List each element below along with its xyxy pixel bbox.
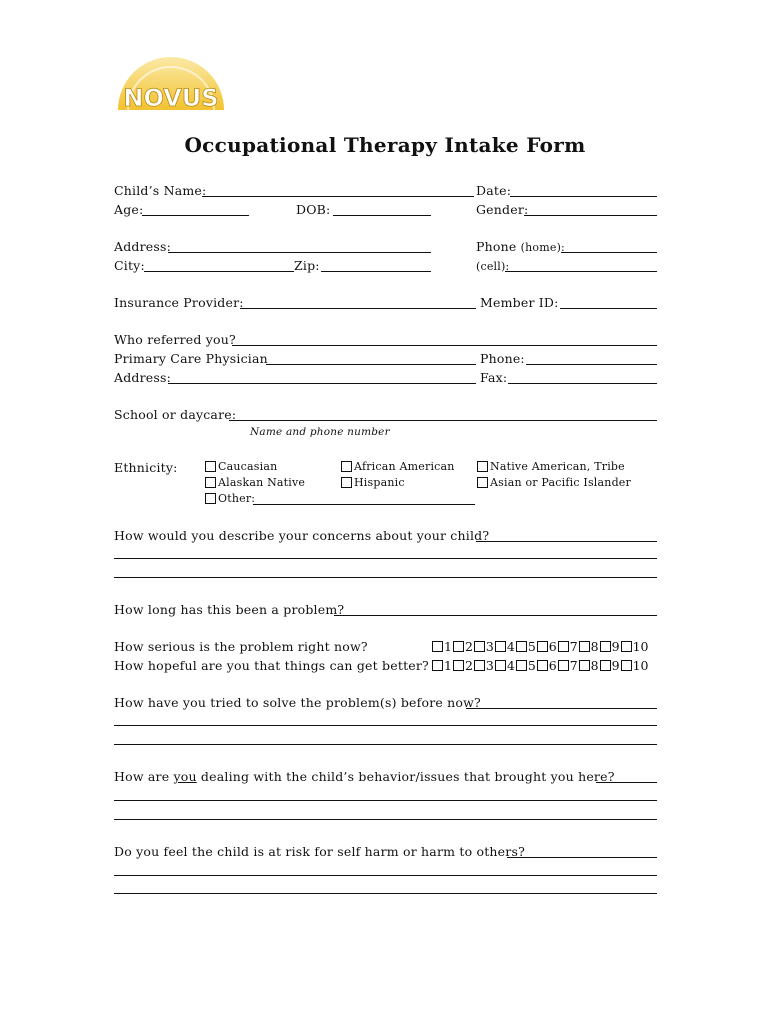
school-field[interactable] [229,407,657,421]
insurance-label: Insurance Provider: [114,295,244,310]
duration-field[interactable] [334,602,657,616]
option-alaskan-native: Alaskan Native [218,476,306,489]
concerns-line-3[interactable] [114,577,657,578]
hopefulness-checkbox-10[interactable] [621,660,632,671]
option-hispanic: Hispanic [354,476,405,489]
seriousness-option-3: 3 [485,638,494,654]
hopefulness-option-4: 4 [506,657,515,673]
novus-logo [110,44,232,114]
cell-label: (cell): [476,260,510,273]
checkbox-caucasian[interactable] [205,461,216,472]
phone-home-label: Phone (home): [476,239,565,254]
school-note: Name and phone number [250,426,390,438]
hopefulness-option-8: 8 [590,657,599,673]
dob-field[interactable] [333,202,431,216]
age-label: Age: [114,202,144,217]
date-label: Date: [476,183,512,198]
page-title: Occupational Therapy Intake Form [184,133,586,157]
member-id-label: Member ID: [480,295,559,310]
checkbox-alaskan-native[interactable] [205,477,216,488]
option-other: Other: [218,492,256,505]
dob-label: DOB: [296,202,331,217]
phone-home-field[interactable] [561,239,657,253]
hopefulness-option-5: 5 [527,657,536,673]
hopefulness-option-2: 2 [464,657,473,673]
option-caucasian: Caucasian [218,460,278,473]
address-label: Address: [114,239,172,254]
referred-label: Who referred you? [114,332,236,347]
hopefulness-checkbox-3[interactable] [474,660,485,671]
seriousness-option-4: 4 [506,638,515,654]
child-name-label: Child’s Name: [114,183,207,198]
seriousness-option-5: 5 [527,638,536,654]
cell-field[interactable] [505,258,657,272]
checkbox-hispanic[interactable] [341,477,352,488]
question-seriousness: How serious is the problem right now? [114,639,368,654]
hopefulness-option-10: 10 [632,657,649,673]
seriousness-checkbox-5[interactable] [516,641,527,652]
risk-line-3[interactable] [114,893,657,894]
gender-field[interactable] [524,202,657,216]
ethnicity-label: Ethnicity: [114,460,178,475]
hopefulness-option-9: 9 [611,657,620,673]
physician-address-label: Address: [114,370,172,385]
seriousness-checkbox-10[interactable] [621,641,632,652]
seriousness-option-9: 9 [611,638,620,654]
seriousness-checkbox-4[interactable] [495,641,506,652]
seriousness-option-1: 1 [444,638,452,654]
hopefulness-checkbox-4[interactable] [495,660,506,671]
child-name-field[interactable] [202,183,474,197]
hopefulness-checkbox-6[interactable] [537,660,548,671]
option-asian-pacific: Asian or Pacific Islander [490,476,631,489]
checkbox-other[interactable] [205,493,216,504]
prior-attempts-line-3[interactable] [114,744,657,745]
concerns-line-2[interactable] [114,558,657,559]
physician-label: Primary Care Physician [114,351,268,366]
fax-label: Fax: [480,370,508,385]
seriousness-checkbox-6[interactable] [537,641,548,652]
question-risk: Do you feel the child is at risk for self harm or harm to others? [114,844,525,859]
coping-line-2[interactable] [114,800,657,801]
prior-attempts-line-2[interactable] [114,725,657,726]
hopefulness-option-3: 3 [485,657,494,673]
physician-phone-label: Phone: [480,351,525,366]
hopefulness-checkbox-5[interactable] [516,660,527,671]
hopefulness-checkbox-7[interactable] [558,660,569,671]
insurance-field[interactable] [240,295,476,309]
risk-field[interactable] [507,844,657,858]
option-african-american: African American [354,460,455,473]
city-field[interactable] [144,258,294,272]
referred-field[interactable] [232,332,657,346]
member-id-field[interactable] [560,295,657,309]
seriousness-option-8: 8 [590,638,599,654]
address-field[interactable] [168,239,431,253]
risk-line-2[interactable] [114,875,657,876]
coping-line-3[interactable] [114,819,657,820]
checkbox-african-american[interactable] [341,461,352,472]
logo-text: NOVUS [123,84,219,112]
seriousness-checkbox-2[interactable] [453,641,464,652]
question-duration: How long has this been a problem? [114,602,345,617]
physician-field[interactable] [266,351,476,365]
age-field[interactable] [142,202,249,216]
question-prior-attempts: How have you tried to solve the problem(s) before now? [114,695,481,710]
hopefulness-checkbox-8[interactable] [579,660,590,671]
question-concerns: How would you describe your concerns about your child? [114,528,490,543]
seriousness-option-6: 6 [548,638,557,654]
seriousness-checkbox-7[interactable] [558,641,569,652]
hopefulness-checkbox-1[interactable] [432,660,443,671]
hopefulness-option-1: 1 [444,657,452,673]
physician-phone-field[interactable] [526,351,657,365]
seriousness-checkbox-1[interactable] [432,641,443,652]
zip-label: Zip: [294,258,320,273]
hopefulness-checkbox-2[interactable] [453,660,464,671]
seriousness-checkbox-3[interactable] [474,641,485,652]
seriousness-checkbox-9[interactable] [600,641,611,652]
date-field[interactable] [510,183,657,197]
question-hopefulness: How hopeful are you that things can get better? [114,658,429,673]
checkbox-asian-pacific[interactable] [477,477,488,488]
question-coping: How are you dealing with the child’s behavior/issues that brought you here? [114,769,615,784]
prior-attempts-field[interactable] [466,695,657,709]
concerns-field[interactable] [476,528,657,542]
fax-field[interactable] [508,370,657,384]
checkbox-native-american[interactable] [477,461,488,472]
gender-label: Gender: [476,202,529,217]
coping-field[interactable] [596,769,657,783]
school-label: School or daycare: [114,407,237,422]
option-native-american: Native American, Tribe [490,460,625,473]
seriousness-option-10: 10 [632,638,649,654]
seriousness-option-2: 2 [464,638,473,654]
hopefulness-option-6: 6 [548,657,557,673]
hopefulness-checkbox-9[interactable] [600,660,611,671]
zip-field[interactable] [321,258,431,272]
seriousness-option-7: 7 [569,638,578,654]
hopefulness-scale [432,658,649,672]
seriousness-scale [432,639,649,653]
hopefulness-option-7: 7 [569,657,578,673]
other-ethnicity-field[interactable] [253,491,475,505]
seriousness-checkbox-8[interactable] [579,641,590,652]
physician-address-field[interactable] [168,370,476,384]
city-label: City: [114,258,145,273]
